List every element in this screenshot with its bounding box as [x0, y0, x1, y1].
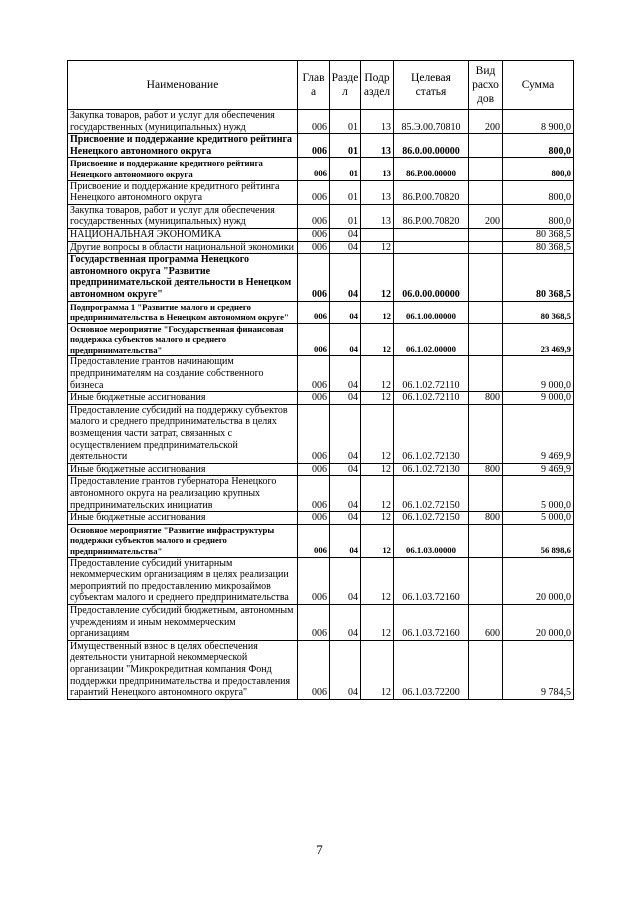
cell-glava: 006: [298, 392, 330, 405]
header-razdel: Разде л: [330, 61, 361, 110]
cell-name: Государственная программа Ненецкого автономного округа "Развитие предпринимательской деятельности в Ненецком автономном округе": [68, 254, 298, 301]
cell-target-article: 06.0.00.00000: [394, 254, 469, 301]
cell-target-article: 06.1.03.72160: [394, 604, 469, 640]
cell-podrazdel: 13: [361, 204, 394, 228]
cell-razdel: 04: [330, 241, 361, 254]
cell-sum: 800,0: [503, 204, 574, 228]
cell-expense-type: [469, 228, 503, 241]
cell-podrazdel: 12: [361, 557, 394, 604]
cell-sum: 80 368,5: [503, 301, 574, 323]
cell-glava: 006: [298, 557, 330, 604]
cell-target-article: 85.Э.00.70810: [394, 110, 469, 134]
cell-razdel: 04: [330, 557, 361, 604]
cell-sum: 80 368,5: [503, 254, 574, 301]
cell-name: Иные бюджетные ассигнования: [68, 392, 298, 405]
table-row: [68, 463, 574, 476]
cell-razdel: 04: [330, 476, 361, 512]
table-row: [68, 512, 574, 525]
cell-target-article: 86.Р.00.00000: [394, 158, 469, 180]
cell-razdel: 01: [330, 134, 361, 158]
cell-name: Имущественный взнос в целях обеспечения деятельности унитарной некоммерческой организации "Микрокредитная компания Фонд поддержки предпринимательства и предоставления гарантий Ненецкого автономного округа": [68, 640, 298, 699]
cell-target-article: [394, 228, 469, 241]
cell-glava: 006: [298, 524, 330, 557]
cell-podrazdel: 12: [361, 404, 394, 463]
cell-name: Присвоение и поддержание кредитного рейтинга Ненецкого автономного округа: [68, 180, 298, 204]
cell-target-article: 06.1.03.72200: [394, 640, 469, 699]
cell-target-article: 06.1.02.72130: [394, 463, 469, 476]
cell-razdel: 01: [330, 204, 361, 228]
cell-sum: 800,0: [503, 180, 574, 204]
cell-expense-type: [469, 640, 503, 699]
cell-podrazdel: 12: [361, 301, 394, 323]
cell-name: Предоставление субсидий унитарным некоммерческим организациям в целях реализации мероприятий по предоставлению микрозаймов субъектам малого и среднего предпринимательства: [68, 557, 298, 604]
cell-razdel: 04: [330, 524, 361, 557]
cell-expense-type: [469, 524, 503, 557]
cell-name: Присвоение и поддержание кредитного рейтинга Ненецкого автономного округа: [68, 158, 298, 180]
cell-name: Подпрограмма 1 "Развитие малого и среднего предпринимательства в Ненецком автономном округе": [68, 301, 298, 323]
cell-glava: 006: [298, 301, 330, 323]
table-row: [68, 134, 574, 158]
cell-podrazdel: 12: [361, 392, 394, 405]
cell-razdel: 04: [330, 512, 361, 525]
cell-razdel: 04: [330, 604, 361, 640]
budget-table: [67, 60, 574, 700]
table-row: [68, 476, 574, 512]
cell-target-article: 06.1.03.72160: [394, 557, 469, 604]
cell-target-article: 06.1.02.72110: [394, 356, 469, 392]
cell-name: Закупка товаров, работ и услуг для обеспечения государственных (муниципальных) нужд: [68, 110, 298, 134]
header-glava: Глав а: [298, 61, 330, 110]
page-number: 7: [316, 842, 323, 857]
cell-glava: 006: [298, 158, 330, 180]
cell-sum: 9 000,0: [503, 356, 574, 392]
cell-glava: 006: [298, 204, 330, 228]
cell-name: НАЦИОНАЛЬНАЯ ЭКОНОМИКА: [68, 228, 298, 241]
cell-name: Предоставление субсидий на поддержку субъектов малого и среднего предпринимательства в целях возмещения части затрат, связанных с осуществлением предпринимательской деятельности: [68, 404, 298, 463]
table-row: [68, 524, 574, 557]
cell-podrazdel: 12: [361, 254, 394, 301]
table-row: [68, 241, 574, 254]
cell-name: Закупка товаров, работ и услуг для обеспечения государственных (муниципальных) нужд: [68, 204, 298, 228]
cell-sum: 8 900,0: [503, 110, 574, 134]
table-row: [68, 301, 574, 323]
cell-sum: 20 000,0: [503, 557, 574, 604]
cell-name: Иные бюджетные ассигнования: [68, 512, 298, 525]
cell-expense-type: [469, 557, 503, 604]
table-row: [68, 254, 574, 301]
cell-sum: 56 898,6: [503, 524, 574, 557]
cell-glava: 006: [298, 512, 330, 525]
cell-glava: 006: [298, 134, 330, 158]
cell-target-article: 86.Р.00.70820: [394, 204, 469, 228]
cell-razdel: 04: [330, 323, 361, 356]
table-row: [68, 228, 574, 241]
cell-podrazdel: 12: [361, 476, 394, 512]
table-header-row: [68, 61, 574, 110]
cell-razdel: 01: [330, 180, 361, 204]
cell-podrazdel: 13: [361, 158, 394, 180]
cell-glava: 006: [298, 404, 330, 463]
cell-expense-type: [469, 158, 503, 180]
cell-target-article: 06.1.02.72150: [394, 512, 469, 525]
table-row: [68, 158, 574, 180]
cell-expense-type: [469, 241, 503, 254]
cell-name: Присвоение и поддержание кредитного рейтинга Ненецкого автономного округа: [68, 134, 298, 158]
cell-expense-type: [469, 180, 503, 204]
cell-name: Основное мероприятие "Развитие инфраструктуры поддержки субъектов малого и среднего предпринимательства": [68, 524, 298, 557]
cell-razdel: 01: [330, 110, 361, 134]
table-row: [68, 204, 574, 228]
cell-podrazdel: 12: [361, 524, 394, 557]
header-podrazdel: Подр аздел: [361, 61, 394, 110]
cell-sum: 800,0: [503, 134, 574, 158]
cell-target-article: 06.1.02.72130: [394, 404, 469, 463]
table-row: [68, 110, 574, 134]
cell-name: Предоставление грантов начинающим предпринимателям на создание собственного бизнеса: [68, 356, 298, 392]
cell-target-article: 06.1.03.00000: [394, 524, 469, 557]
cell-name: Иные бюджетные ассигнования: [68, 463, 298, 476]
cell-glava: 006: [298, 323, 330, 356]
cell-podrazdel: 12: [361, 640, 394, 699]
cell-name: Предоставление субсидий бюджетным, автономным учреждениям и иным некоммерческим организациям: [68, 604, 298, 640]
table-row: [68, 404, 574, 463]
cell-podrazdel: 12: [361, 604, 394, 640]
cell-glava: 006: [298, 356, 330, 392]
cell-glava: 006: [298, 604, 330, 640]
table-row: [68, 640, 574, 699]
cell-sum: 9 469,9: [503, 463, 574, 476]
cell-expense-type: 800: [469, 512, 503, 525]
cell-expense-type: 600: [469, 604, 503, 640]
cell-razdel: 04: [330, 356, 361, 392]
table-row: [68, 356, 574, 392]
cell-razdel: 04: [330, 228, 361, 241]
cell-glava: 006: [298, 180, 330, 204]
cell-glava: 006: [298, 110, 330, 134]
cell-razdel: 04: [330, 640, 361, 699]
table-body: [68, 110, 574, 700]
cell-expense-type: [469, 134, 503, 158]
header-target-article: Целевая статья: [394, 61, 469, 110]
cell-target-article: [394, 241, 469, 254]
cell-expense-type: 200: [469, 110, 503, 134]
cell-target-article: 06.1.00.00000: [394, 301, 469, 323]
cell-sum: 9 469,9: [503, 404, 574, 463]
cell-target-article: 86.0.00.00000: [394, 134, 469, 158]
cell-expense-type: [469, 476, 503, 512]
cell-sum: 5 000,0: [503, 512, 574, 525]
cell-name: Основное мероприятие "Государственная финансовая поддержка субъектов малого и среднего предпринимательства": [68, 323, 298, 356]
cell-podrazdel: 13: [361, 180, 394, 204]
cell-glava: 006: [298, 476, 330, 512]
cell-podrazdel: 12: [361, 356, 394, 392]
cell-expense-type: [469, 323, 503, 356]
cell-razdel: 04: [330, 301, 361, 323]
cell-sum: 5 000,0: [503, 476, 574, 512]
cell-podrazdel: 12: [361, 463, 394, 476]
cell-podrazdel: 12: [361, 241, 394, 254]
cell-sum: 20 000,0: [503, 604, 574, 640]
cell-podrazdel: 12: [361, 323, 394, 356]
table-row: [68, 557, 574, 604]
cell-sum: 23 469,9: [503, 323, 574, 356]
cell-podrazdel: 13: [361, 134, 394, 158]
cell-sum: 9 000,0: [503, 392, 574, 405]
table-row: [68, 323, 574, 356]
cell-target-article: 06.1.02.00000: [394, 323, 469, 356]
cell-name: Другие вопросы в области национальной экономики: [68, 241, 298, 254]
cell-sum: 9 784,5: [503, 640, 574, 699]
cell-target-article: 06.1.02.72150: [394, 476, 469, 512]
cell-podrazdel: 12: [361, 512, 394, 525]
cell-name: Предоставление грантов губернатора Ненецкого автономного округа на реализацию крупных предпринимательских инициатив: [68, 476, 298, 512]
table-row: [68, 180, 574, 204]
table-row: [68, 604, 574, 640]
cell-glava: 006: [298, 241, 330, 254]
cell-glava: 006: [298, 463, 330, 476]
cell-sum: 80 368,5: [503, 241, 574, 254]
cell-razdel: 04: [330, 392, 361, 405]
cell-expense-type: 200: [469, 204, 503, 228]
cell-podrazdel: [361, 228, 394, 241]
header-sum: Сумма: [503, 61, 574, 110]
cell-expense-type: [469, 254, 503, 301]
cell-expense-type: 800: [469, 392, 503, 405]
table-row: [68, 392, 574, 405]
cell-razdel: 04: [330, 254, 361, 301]
cell-expense-type: 800: [469, 463, 503, 476]
cell-razdel: 01: [330, 158, 361, 180]
cell-expense-type: [469, 301, 503, 323]
header-name: Наименование: [68, 61, 298, 110]
cell-sum: 80 368,5: [503, 228, 574, 241]
header-expense-type: Вид расхо дов: [469, 61, 503, 110]
cell-target-article: 06.1.02.72110: [394, 392, 469, 405]
cell-razdel: 04: [330, 404, 361, 463]
cell-sum: 800,0: [503, 158, 574, 180]
cell-target-article: 86.Р.00.70820: [394, 180, 469, 204]
cell-glava: 006: [298, 228, 330, 241]
cell-expense-type: [469, 356, 503, 392]
cell-glava: 006: [298, 640, 330, 699]
cell-glava: 006: [298, 254, 330, 301]
cell-expense-type: [469, 404, 503, 463]
cell-podrazdel: 13: [361, 110, 394, 134]
cell-razdel: 04: [330, 463, 361, 476]
